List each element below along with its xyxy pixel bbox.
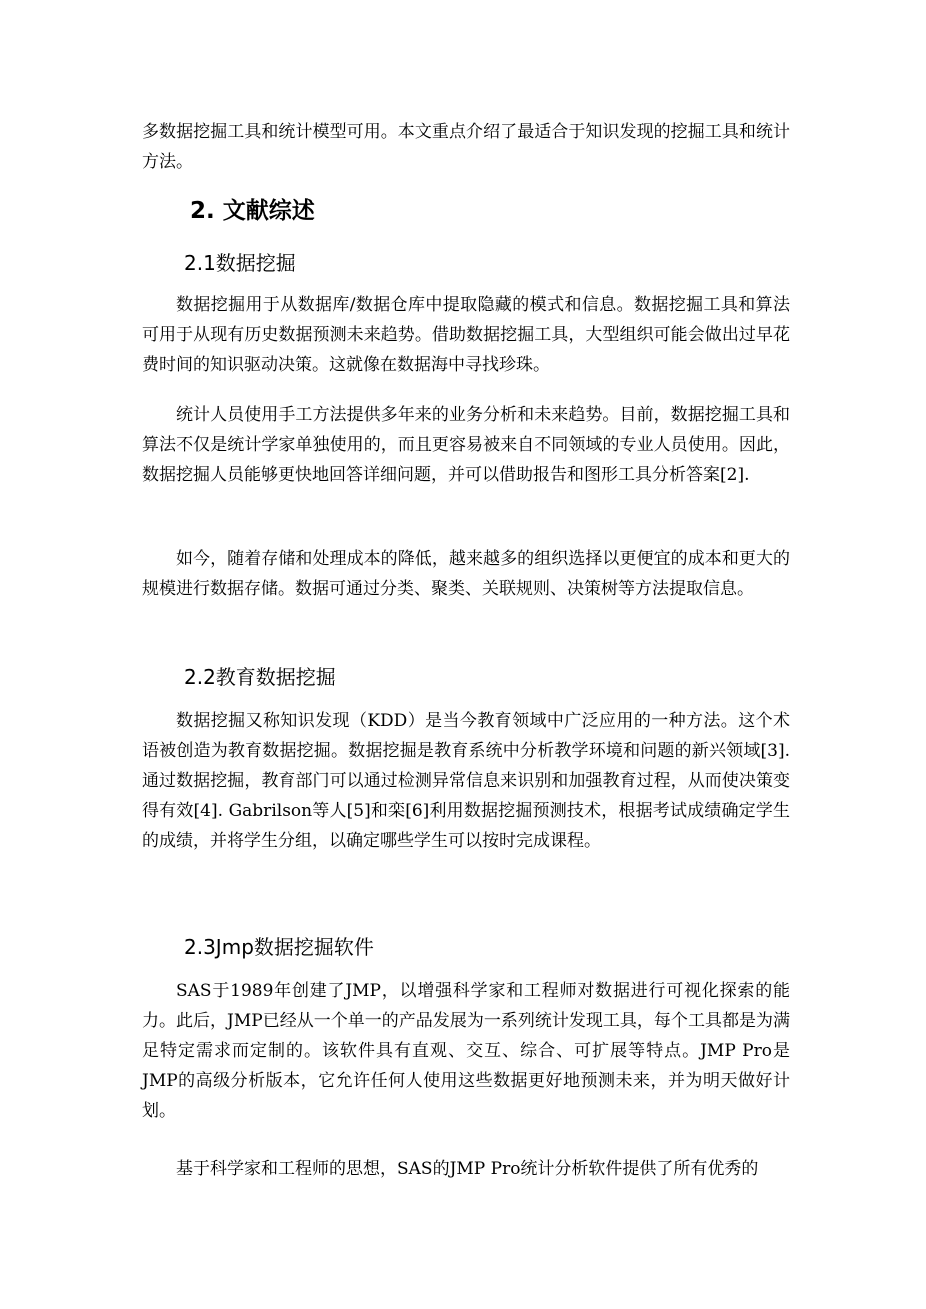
subsection-heading-jmp-software: 2.3Jmp数据挖掘软件 <box>184 935 374 959</box>
paragraph-jmp-2: 基于科学家和工程师的思想，SAS的JMP Pro统计分析软件提供了所有优秀的 <box>176 1159 759 1179</box>
paragraph-data-mining-1: 数据挖掘用于从数据库/数据仓库中提取隐藏的模式和信息。数据挖掘工具和算法可用于从现有历史数据预测未来趋势。借助数据挖掘工具，大型组织可能会做出过早花费时间的知识驱动决策。这就像在数据海中寻找珍珠。 <box>142 295 790 375</box>
subsection-heading-educational-data-mining: 2.2教育数据挖掘 <box>184 665 336 689</box>
paragraph-jmp-1: SAS于1989年创建了JMP，以增强科学家和工程师对数据进行可视化探索的能力。此后，JMP已经从一个单一的产品发展为一系列统计发现工具，每个工具都是为满足特定需求而定制的。该软件具有直观、交互、综合、可扩展等特点。JMP Pro是JMP的高级分析版本，它允许任何人使用这些数据更好地预测未来，并为明天做好计划。 <box>142 981 790 1121</box>
intro-paragraph: 多数据挖掘工具和统计模型可用。本文重点介绍了最适合于知识发现的挖掘工具和统计方法。 <box>142 122 790 172</box>
paragraph-data-mining-3: 如今，随着存储和处理成本的降低，越来越多的组织选择以更便宜的成本和更大的规模进行数据存储。数据可通过分类、聚类、关联规则、决策树等方法提取信息。 <box>142 549 790 599</box>
paragraph-data-mining-2: 统计人员使用手工方法提供多年来的业务分析和未来趋势。目前，数据挖掘工具和算法不仅是统计学家单独使用的，而且更容易被来自不同领域的专业人员使用。因此，数据挖掘人员能够更快地回答详细问题，并可以借助报告和图形工具分析答案[2]. <box>142 405 790 485</box>
paragraph-educational-data-mining: 数据挖掘又称知识发现（KDD）是当今教育领域中广泛应用的一种方法。这个术语被创造为教育数据挖掘。数据挖掘是教育系统中分析教学环境和问题的新兴领域[3]. 通过数据挖掘，教育部门可以通过检测异常信息来识别和加强教育过程，从而使决策变得有效[4]. Gabrilson等人[5]和栾[6]利用数据挖掘预测技术，根据考试成绩确定学生的成绩，并将学生分组，以确定哪些学生可以按时完成课程。 <box>142 711 796 851</box>
subsection-heading-data-mining: 2.1数据挖掘 <box>184 251 296 275</box>
section-heading-literature-review: 2. 文献综述 <box>190 198 315 224</box>
